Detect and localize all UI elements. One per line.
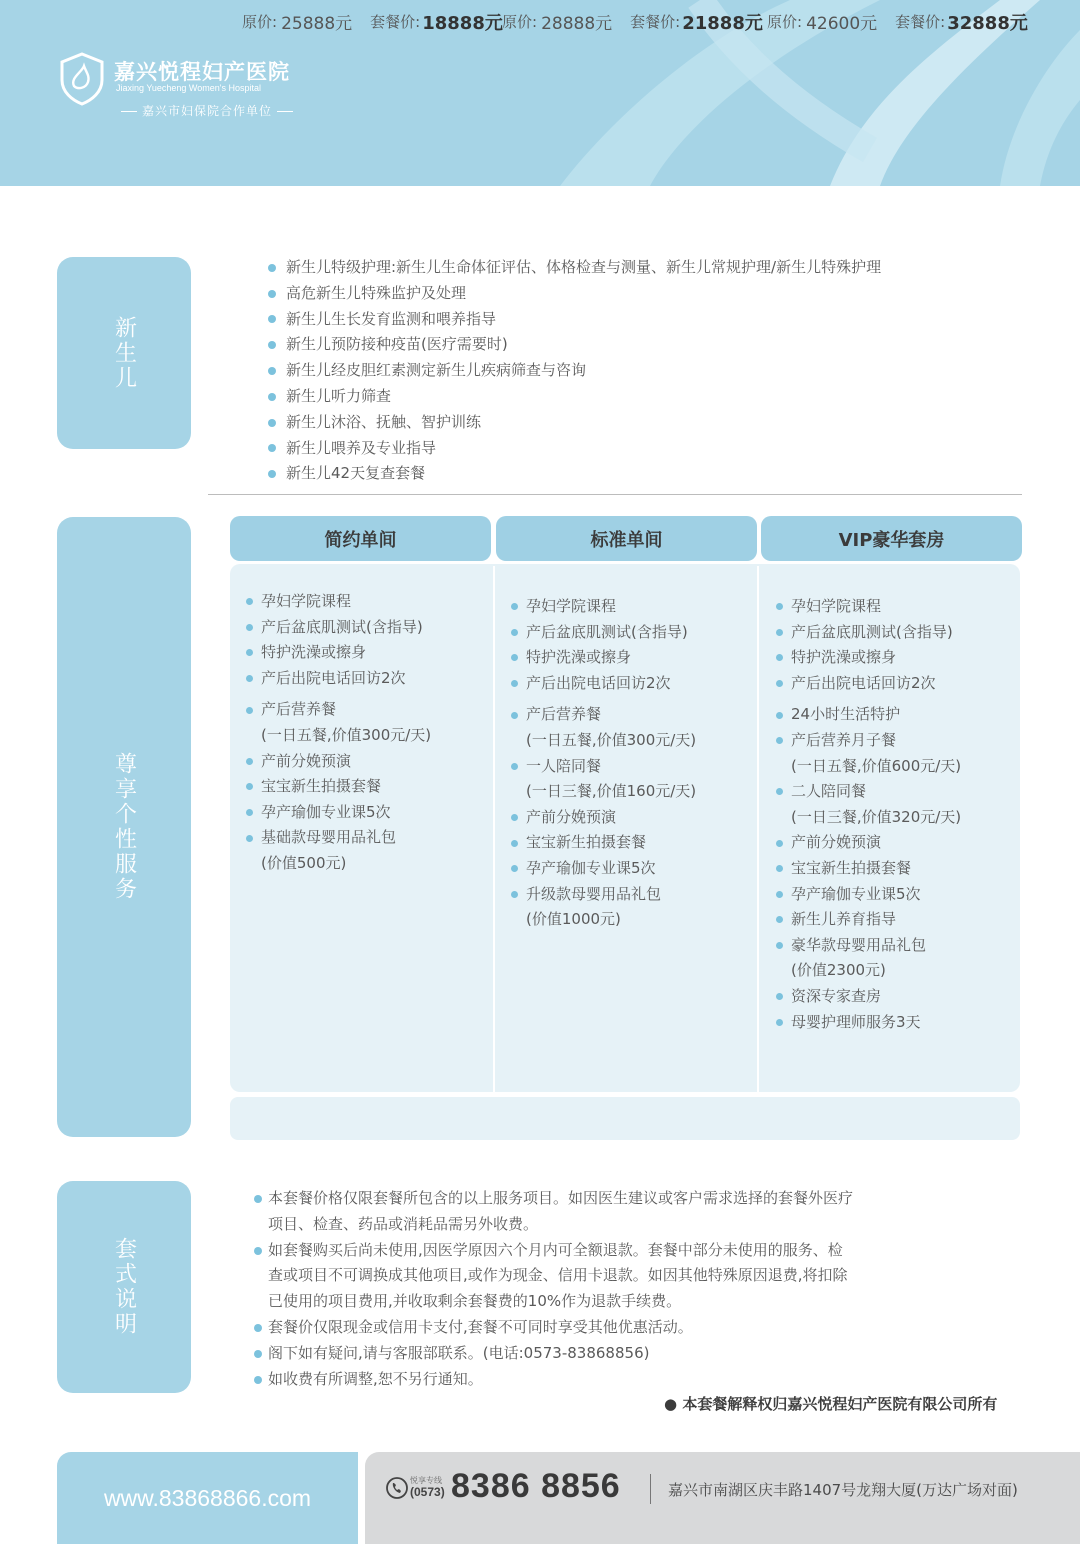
bullet-dot bbox=[511, 629, 518, 636]
rights-statement: ● 本套餐解释权归嘉兴悦程妇产医院有限公司所有 bbox=[664, 1395, 998, 1413]
note-text: 如收费有所调整,恕不另行通知。 bbox=[268, 1369, 483, 1388]
package-price: 32888元 bbox=[947, 12, 1028, 34]
item-text: 产后出院电话回访2次 bbox=[526, 673, 671, 692]
tab-notes bbox=[57, 1181, 191, 1393]
item-text: 新生儿沐浴、抚触、智护训练 bbox=[286, 412, 482, 431]
hotline-label: 悦享专线 bbox=[410, 1476, 442, 1485]
package-price-label: 套餐价: bbox=[895, 13, 946, 31]
package-items-vip bbox=[776, 594, 961, 1035]
newborn-service-item bbox=[268, 255, 881, 281]
package-item bbox=[776, 754, 961, 780]
item-text: 产后盆底肌测试(含指导) bbox=[261, 617, 423, 636]
phone-icon bbox=[386, 1477, 408, 1499]
package-item bbox=[246, 640, 431, 666]
item-text: 新生儿预防接种疫苗(医疗需要时) bbox=[286, 335, 508, 354]
item-text: (价值500元) bbox=[261, 853, 347, 872]
package-price: 18888元 bbox=[422, 12, 503, 34]
item-text: 宝宝新生拍摄套餐 bbox=[261, 777, 382, 796]
bullet-dot bbox=[776, 942, 783, 949]
package-items-standard bbox=[511, 594, 696, 933]
bullet-dot bbox=[268, 470, 276, 478]
package-item bbox=[776, 620, 961, 646]
bullet-dot bbox=[246, 783, 253, 790]
bullet-dot bbox=[776, 788, 783, 795]
package-item bbox=[776, 805, 961, 831]
package-item bbox=[246, 774, 431, 800]
bullet-dot bbox=[511, 891, 518, 898]
item-text: 豪华款母婴用品礼包 bbox=[791, 935, 927, 954]
column-separator bbox=[493, 566, 495, 1140]
newborn-service-item bbox=[268, 384, 881, 410]
item-text: 特护洗澡或擦身 bbox=[261, 643, 367, 662]
package-item bbox=[776, 671, 961, 697]
package-item bbox=[246, 615, 431, 641]
item-text: (一日三餐,价值160元/天) bbox=[526, 782, 697, 801]
area-code: (0573) bbox=[410, 1485, 445, 1499]
package-item bbox=[776, 933, 961, 959]
package-item bbox=[511, 907, 696, 933]
item-text: 孕产瑜伽专业课5次 bbox=[791, 884, 921, 903]
newborn-service-item bbox=[268, 461, 881, 487]
package-item bbox=[246, 723, 431, 749]
package-item bbox=[511, 728, 696, 754]
package-item bbox=[246, 749, 431, 775]
package-item bbox=[246, 589, 431, 615]
item-text: 一人陪同餐 bbox=[526, 756, 602, 775]
tab-services bbox=[57, 517, 191, 1137]
bullet-dot bbox=[776, 629, 783, 636]
item-text: 资深专家查房 bbox=[791, 986, 882, 1005]
bullet-dot bbox=[268, 419, 276, 427]
partner-line: 嘉兴市妇保院合作单位 bbox=[116, 102, 298, 119]
package-items-basic bbox=[246, 589, 431, 877]
package-item bbox=[776, 645, 961, 671]
phone-number[interactable]: 8386 8856 bbox=[451, 1467, 621, 1505]
package-item bbox=[776, 779, 961, 805]
item-text: 产后出院电话回访2次 bbox=[261, 668, 406, 687]
item-text: 产后盆底肌测试(含指导) bbox=[526, 622, 688, 641]
hospital-name-en: Jiaxing Yuecheng Women's Hospital bbox=[116, 83, 261, 93]
bullet-dot bbox=[776, 865, 783, 872]
newborn-service-item bbox=[268, 410, 881, 436]
bullet-dot bbox=[246, 675, 253, 682]
item-text: 产前分娩预演 bbox=[261, 751, 352, 770]
item-text: 产前分娩预演 bbox=[791, 833, 882, 852]
package-item bbox=[511, 830, 696, 856]
item-text: 升级款母婴用品礼包 bbox=[526, 884, 662, 903]
note-item bbox=[254, 1186, 854, 1238]
item-text: 孕妇学院课程 bbox=[526, 597, 617, 615]
package-item bbox=[511, 882, 696, 908]
package-item bbox=[776, 958, 961, 984]
newborn-service-list bbox=[268, 255, 881, 487]
item-text: 孕产瑜伽专业课5次 bbox=[526, 858, 656, 877]
column-separator bbox=[757, 566, 759, 1140]
price-vip bbox=[767, 0, 1028, 43]
item-text: 新生儿听力筛查 bbox=[286, 386, 392, 405]
newborn-service-item bbox=[268, 358, 881, 384]
package-item bbox=[776, 856, 961, 882]
bullet-dot bbox=[268, 264, 276, 272]
item-text: (一日五餐,价值600元/天) bbox=[791, 756, 962, 775]
item-text: (一日三餐,价值320元/天) bbox=[791, 807, 962, 826]
bullet-dot bbox=[268, 341, 276, 349]
package-item bbox=[776, 702, 961, 728]
item-text: 特护洗澡或擦身 bbox=[526, 648, 632, 667]
item-text: 基础款母婴用品礼包 bbox=[261, 828, 397, 847]
item-text: 孕妇学院课程 bbox=[791, 597, 882, 615]
bullet-dot bbox=[776, 680, 783, 687]
item-text: (一日五餐,价值300元/天) bbox=[261, 725, 432, 744]
newborn-service-item bbox=[268, 332, 881, 358]
bullet-dot bbox=[246, 624, 253, 631]
newborn-service-item bbox=[268, 281, 881, 307]
bullet-dot bbox=[246, 835, 253, 842]
note-text: 阁下如有疑问,请与客服部联系。(电话:0573-83868856) bbox=[268, 1343, 650, 1362]
item-text: 产后营养餐 bbox=[526, 705, 602, 724]
package-item bbox=[511, 805, 696, 831]
package-item bbox=[511, 620, 696, 646]
package-item bbox=[776, 830, 961, 856]
note-item bbox=[254, 1341, 854, 1367]
item-text: 新生儿养育指导 bbox=[791, 910, 897, 929]
item-text: 产前分娩预演 bbox=[526, 807, 617, 826]
note-item bbox=[254, 1315, 854, 1341]
note-item bbox=[254, 1367, 854, 1393]
package-item bbox=[511, 856, 696, 882]
bullet-dot bbox=[511, 814, 518, 821]
bullet-dot bbox=[511, 840, 518, 847]
original-price: 25888元 bbox=[281, 14, 353, 34]
bullet-dot bbox=[268, 290, 276, 298]
bullet-dot bbox=[254, 1350, 262, 1358]
package-item bbox=[246, 851, 431, 877]
address: 嘉兴市南湖区庆丰路1407号龙翔大厦(万达广场对面) bbox=[668, 1481, 1018, 1499]
item-text: 高危新生儿特殊监护及处理 bbox=[286, 283, 467, 302]
price-standard bbox=[502, 0, 763, 43]
newborn-service-item bbox=[268, 436, 881, 462]
bullet-dot bbox=[776, 603, 783, 610]
item-text: 新生儿42天复查套餐 bbox=[286, 464, 426, 483]
package-item bbox=[511, 645, 696, 671]
original-price: 28888元 bbox=[541, 14, 613, 34]
package-item bbox=[511, 779, 696, 805]
rights-text: 本套餐解释权归嘉兴悦程妇产医院有限公司所有 bbox=[682, 1395, 998, 1413]
item-text: (价值1000元) bbox=[526, 910, 621, 929]
bullet-dot bbox=[776, 712, 783, 719]
package-item bbox=[246, 800, 431, 826]
bullet-dot bbox=[268, 393, 276, 401]
item-text: 特护洗澡或擦身 bbox=[791, 648, 897, 667]
package-item bbox=[776, 594, 961, 620]
bullet-dot bbox=[511, 654, 518, 661]
tab-newborn-label: 新生儿 bbox=[111, 315, 137, 391]
item-text: 孕妇学院课程 bbox=[261, 592, 352, 610]
item-text: 二人陪同餐 bbox=[791, 782, 867, 801]
package-price-label: 套餐价: bbox=[630, 13, 681, 31]
package-item bbox=[246, 666, 431, 692]
package-item bbox=[511, 594, 696, 620]
bullet-dot bbox=[511, 763, 518, 770]
package-header-vip: VIP豪华套房 bbox=[761, 516, 1022, 561]
bullet-dot bbox=[268, 315, 276, 323]
package-item bbox=[511, 754, 696, 780]
package-item bbox=[776, 728, 961, 754]
bullet-dot bbox=[246, 598, 253, 605]
package-item bbox=[776, 1010, 961, 1036]
website-link[interactable]: www.83868866.com bbox=[57, 1452, 358, 1544]
newborn-service-item bbox=[268, 307, 881, 333]
original-price-label: 原价: bbox=[242, 13, 278, 31]
notes-list bbox=[254, 1186, 854, 1392]
price-row bbox=[230, 1097, 1020, 1140]
bullet-dot bbox=[511, 712, 518, 719]
original-price-label: 原价: bbox=[767, 13, 803, 31]
item-text: 产后出院电话回访2次 bbox=[791, 673, 936, 692]
item-text: 新生儿特级护理:新生儿生命体征评估、体格检查与测量、新生儿常规护理/新生儿特殊护理 bbox=[286, 258, 882, 276]
bullet-dot bbox=[776, 654, 783, 661]
bullet-dot bbox=[776, 1019, 783, 1026]
package-item bbox=[511, 702, 696, 728]
item-text: 产后营养餐 bbox=[261, 700, 337, 719]
note-text: 本套餐价格仅限套餐所包含的以上服务项目。如因医生建议或客户需求选择的套餐外医疗项目、检查、药品或消耗品需另外收费。 bbox=[268, 1189, 854, 1233]
item-text: 产后营养月子餐 bbox=[791, 730, 897, 749]
item-text: 产后盆底肌测试(含指导) bbox=[791, 622, 953, 641]
tab-notes-label: 套式说明 bbox=[111, 1237, 137, 1337]
item-text: 孕产瑜伽专业课5次 bbox=[261, 802, 391, 821]
section-divider bbox=[208, 494, 1022, 495]
note-item bbox=[254, 1238, 854, 1315]
bullet-dot bbox=[254, 1376, 262, 1384]
package-item bbox=[246, 697, 431, 723]
bullet-dot bbox=[246, 809, 253, 816]
original-price-label: 原价: bbox=[502, 13, 538, 31]
bullet-dot bbox=[246, 707, 253, 714]
bullet-dot bbox=[776, 916, 783, 923]
bullet-dot bbox=[776, 993, 783, 1000]
item-text: 24小时生活特护 bbox=[791, 705, 901, 724]
hospital-logo-icon bbox=[60, 52, 104, 106]
item-text: 宝宝新生拍摄套餐 bbox=[791, 858, 912, 877]
bullet-dot bbox=[776, 891, 783, 898]
package-price: 21888元 bbox=[682, 12, 763, 34]
price-basic bbox=[242, 0, 503, 43]
item-text: (价值2300元) bbox=[791, 961, 886, 980]
note-text: 如套餐购买后尚未使用,因医学原因六个月内可全额退款。套餐中部分未使用的服务、检查或项目不可调换成其他项目,或作为现金、信用卡退款。如因其他特殊原因退费,将扣除已使用的项目费用,并收取剩余套餐费的10%作为退款手续费。 bbox=[268, 1240, 848, 1311]
bullet-dot bbox=[511, 865, 518, 872]
hospital-name: 嘉兴悦程妇产医院 bbox=[114, 60, 290, 84]
tab-services-label: 尊享个性服务 bbox=[111, 752, 137, 902]
bullet-dot bbox=[511, 680, 518, 687]
package-price-label: 套餐价: bbox=[370, 13, 421, 31]
bullet-dot bbox=[776, 840, 783, 847]
package-header-standard: 标准单间 bbox=[496, 516, 757, 561]
item-text: 新生儿经皮胆红素测定新生儿疾病筛查与咨询 bbox=[286, 361, 587, 380]
package-item bbox=[776, 907, 961, 933]
item-text: (一日五餐,价值300元/天) bbox=[526, 730, 697, 749]
bullet-dot bbox=[254, 1195, 262, 1203]
item-text: 宝宝新生拍摄套餐 bbox=[526, 833, 647, 852]
original-price: 42600元 bbox=[806, 14, 878, 34]
bullet-dot bbox=[246, 758, 253, 765]
bullet-dot bbox=[268, 444, 276, 452]
item-text: 新生儿生长发育监测和喂养指导 bbox=[286, 309, 497, 328]
package-item bbox=[246, 825, 431, 851]
bullet-dot bbox=[254, 1324, 262, 1332]
note-text: 套餐价仅限现金或信用卡支付,套餐不可同时享受其他优惠活动。 bbox=[268, 1317, 693, 1336]
footer-separator bbox=[650, 1474, 651, 1504]
bullet-dot bbox=[511, 603, 518, 610]
tab-newborn bbox=[57, 257, 191, 449]
bullet-dot bbox=[268, 367, 276, 375]
package-item bbox=[776, 882, 961, 908]
package-item bbox=[511, 671, 696, 697]
item-text: 母婴护理师服务3天 bbox=[791, 1012, 921, 1031]
bullet-dot bbox=[254, 1247, 262, 1255]
bullet-dot bbox=[246, 649, 253, 656]
bullet-dot bbox=[776, 737, 783, 744]
item-text: 新生儿喂养及专业指导 bbox=[286, 438, 437, 457]
package-item bbox=[776, 984, 961, 1010]
package-header-basic: 简约单间 bbox=[230, 516, 491, 561]
